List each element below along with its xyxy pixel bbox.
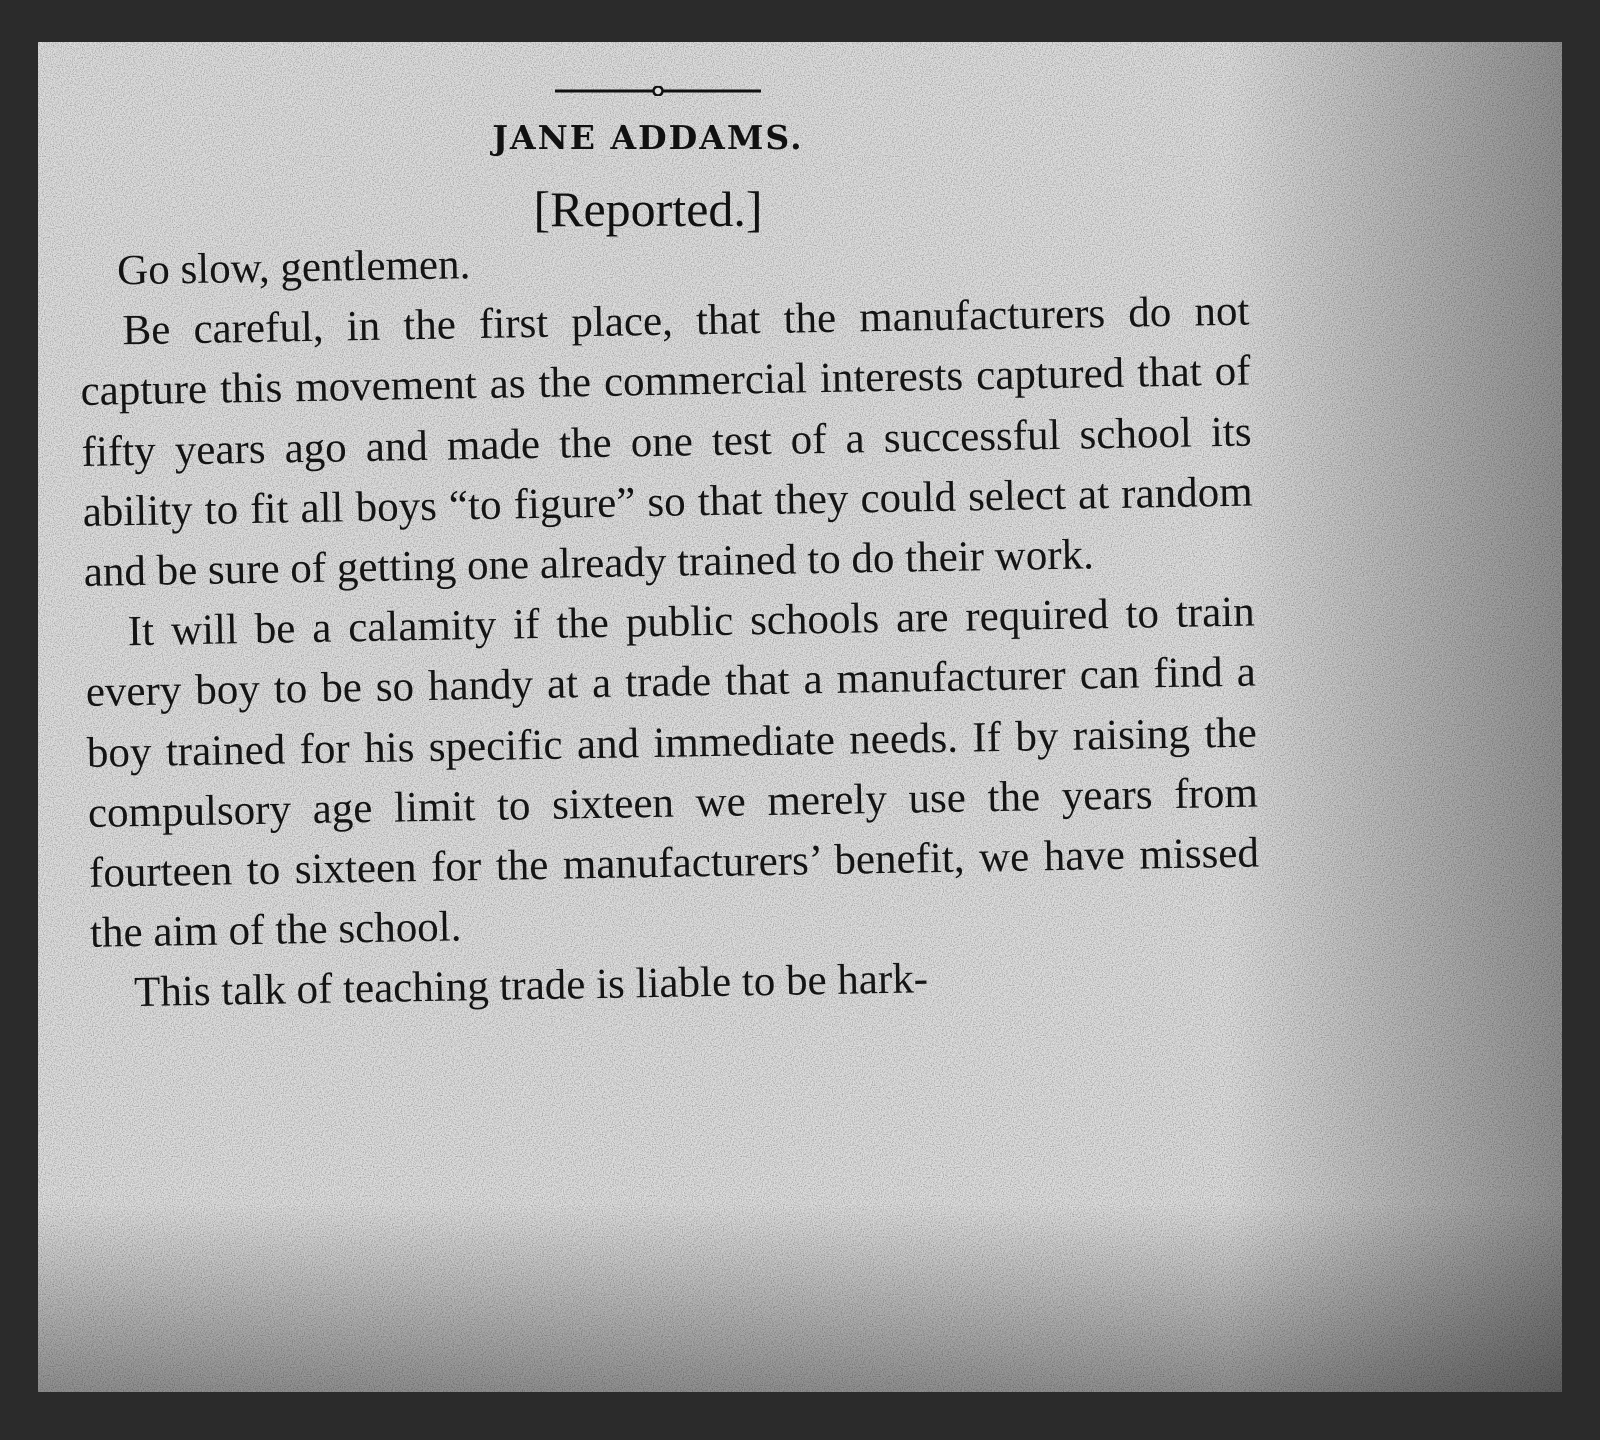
article-body [78,222,1261,1025]
ornament-rule [555,86,761,96]
article-subtitle: [Reported.] [533,181,763,237]
paragraph: This talk of teaching trade is liable to be hark- [133,955,929,1017]
paragraph: Be careful, in the first place, that the manufacturers do not capture this movement as the commercial interests captured that of fifty years ago and made the one test of a successful school its ability to fit all boys “to figure” so that they could select at random and be sure of getting one already trained to do their work. [80,287,1253,596]
newspaper-clipping [38,42,1562,1392]
paragraph: It will be a calamity if the public schools are required to train every boy to be so handy at a trade that a manufacturer can find a boy trained for his specific and immediate needs. If by raising the compulsory age limit to sixteen we merely use the years from fourteen to sixteen for the manufacturers’ benefit, we have missed the aim of the school. [85,588,1260,957]
article-title: JANE ADDAMS. [492,118,804,157]
paragraph: Go slow, gentlemen. [116,241,471,295]
